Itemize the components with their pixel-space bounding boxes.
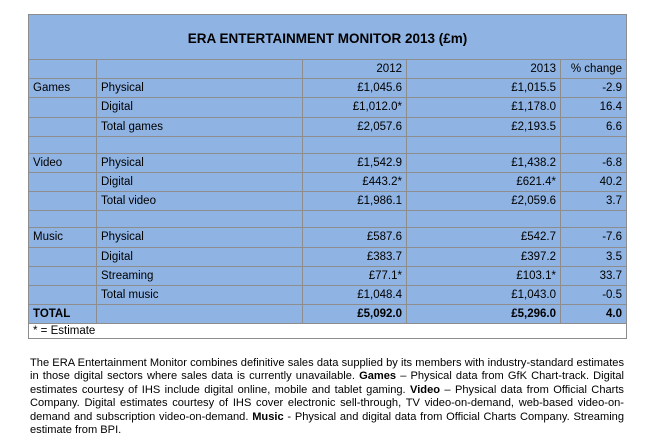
footnote: * = Estimate: [29, 324, 627, 339]
column-header-2013: 2013: [407, 60, 561, 79]
value-2012-cell: £1,048.4: [303, 285, 407, 304]
label-cell: Total music: [97, 285, 303, 304]
change-cell: 16.4: [561, 98, 627, 117]
column-header-change: % change: [561, 60, 627, 79]
value-2013-cell: £1,178.0: [407, 98, 561, 117]
value-2013-cell: £621.4*: [407, 172, 561, 191]
label-cell: Physical: [97, 79, 303, 98]
category-cell: [29, 266, 97, 285]
table-row: [29, 285, 627, 304]
value-2012-cell: £587.6: [303, 228, 407, 247]
empty-cell: [29, 136, 97, 153]
table-row: [29, 228, 627, 247]
table-row: [29, 117, 627, 136]
value-2012-cell: £5,092.0: [303, 305, 407, 324]
label-cell: [97, 305, 303, 324]
paragraph-text: - Physical and digital data from Official Charts Company. Streaming estimate from BPI.: [30, 410, 625, 437]
change-cell: 4.0: [561, 305, 627, 324]
title-row: [29, 15, 627, 60]
footnote-row: [29, 324, 627, 339]
change-cell: 33.7: [561, 266, 627, 285]
column-header: [29, 60, 97, 79]
empty-cell: [97, 211, 303, 228]
label-cell: Total games: [97, 117, 303, 136]
empty-cell: [407, 211, 561, 228]
label-cell: Digital: [97, 172, 303, 191]
section-heading: Music: [252, 410, 284, 423]
change-cell: -0.5: [561, 285, 627, 304]
section-heading: Video: [410, 383, 441, 396]
value-2012-cell: £1,012.0*: [303, 98, 407, 117]
change-cell: -6.8: [561, 153, 627, 172]
table-row: [29, 153, 627, 172]
category-cell: [29, 285, 97, 304]
category-cell: [29, 247, 97, 266]
table-row: [29, 192, 627, 211]
paragraph-text: – Physical data from Official Charts Company. Digital estimates courtesy of IHS cover electronic sell-through, TV video-on-demand, web-based video-on-demand and subscription video-on-demand.: [30, 383, 624, 423]
header-row: [29, 60, 627, 79]
value-2012-cell: £77.1*: [303, 266, 407, 285]
value-2013-cell: £2,059.6: [407, 192, 561, 211]
category-cell: [29, 117, 97, 136]
table-row: [29, 247, 627, 266]
table-title: ERA ENTERTAINMENT MONITOR 2013 (£m): [29, 15, 627, 60]
paragraph-text: The ERA Entertainment Monitor combines definitive sales data supplied by its members with industry-standard estimates in those digital sectors where sales data is currently unavailable.: [30, 357, 624, 383]
category-cell: TOTAL: [29, 305, 97, 324]
label-cell: Streaming: [97, 266, 303, 285]
category-cell: [29, 192, 97, 211]
label-cell: Physical: [97, 153, 303, 172]
paragraph-text: – Physical data from GfK Chart-track. Digital estimates courtesy of IHS include digital online, mobile and tablet gaming.: [30, 370, 624, 396]
change-cell: 40.2: [561, 172, 627, 191]
change-cell: -2.9: [561, 79, 627, 98]
empty-cell: [561, 136, 627, 153]
column-header-2012: 2012: [303, 60, 407, 79]
category-cell: [29, 172, 97, 191]
change-cell: 3.7: [561, 192, 627, 211]
value-2013-cell: £1,043.0: [407, 285, 561, 304]
era-monitor-table: [28, 14, 627, 339]
empty-cell: [97, 136, 303, 153]
category-cell: Video: [29, 153, 97, 172]
table-row: [29, 79, 627, 98]
table-row: [29, 98, 627, 117]
table-row: [29, 266, 627, 285]
category-cell: Games: [29, 79, 97, 98]
value-2013-cell: £1,438.2: [407, 153, 561, 172]
label-cell: Physical: [97, 228, 303, 247]
empty-cell: [407, 136, 561, 153]
value-2012-cell: £383.7: [303, 247, 407, 266]
spacer-row: [29, 211, 627, 228]
change-cell: 6.6: [561, 117, 627, 136]
empty-cell: [303, 136, 407, 153]
label-cell: Total video: [97, 192, 303, 211]
label-cell: Digital: [97, 247, 303, 266]
value-2013-cell: £2,193.5: [407, 117, 561, 136]
value-2012-cell: £1,045.6: [303, 79, 407, 98]
spacer-row: [29, 136, 627, 153]
empty-cell: [561, 211, 627, 228]
value-2013-cell: £103.1*: [407, 266, 561, 285]
column-header: [97, 60, 303, 79]
value-2013-cell: £542.7: [407, 228, 561, 247]
value-2013-cell: £1,015.5: [407, 79, 561, 98]
section-heading: Games: [359, 370, 397, 383]
change-cell: 3.5: [561, 247, 627, 266]
category-cell: Music: [29, 228, 97, 247]
label-cell: Digital: [97, 98, 303, 117]
value-2012-cell: £1,986.1: [303, 192, 407, 211]
description-paragraph: [30, 357, 624, 437]
value-2013-cell: £397.2: [407, 247, 561, 266]
category-cell: [29, 98, 97, 117]
empty-cell: [303, 211, 407, 228]
table-row: [29, 172, 627, 191]
value-2012-cell: £443.2*: [303, 172, 407, 191]
change-cell: -7.6: [561, 228, 627, 247]
value-2012-cell: £2,057.6: [303, 117, 407, 136]
value-2012-cell: £1,542.9: [303, 153, 407, 172]
empty-cell: [29, 211, 97, 228]
value-2013-cell: £5,296.0: [407, 305, 561, 324]
total-row: [29, 305, 627, 324]
